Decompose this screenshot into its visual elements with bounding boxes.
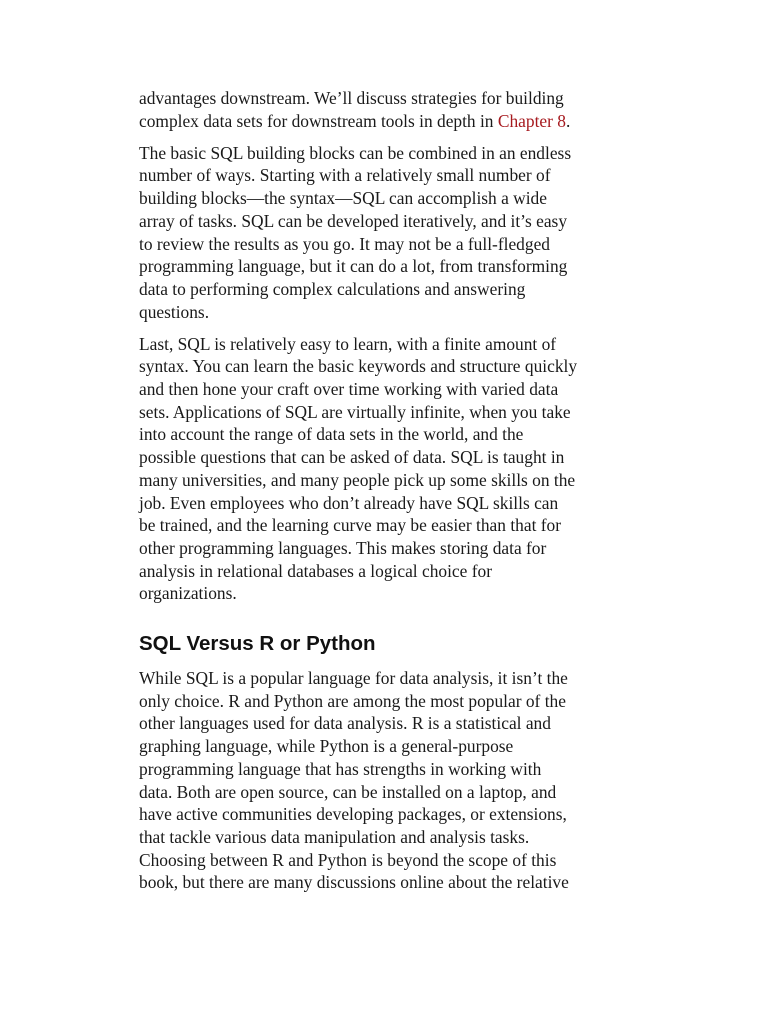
text-line: other languages used for data analysis. R is a statistical and [139,713,551,734]
text-line: book, but there are many discussions online about the relative [139,872,569,893]
text-line: only choice. R and Python are among the most popular of the [139,690,566,711]
text-line: job. Even employees who don’t already have SQL skills can [139,492,559,513]
text-line: While SQL is a popular language for data analysis, it isn’t the [139,668,568,689]
text-span: . [565,110,571,131]
text-line: organizations. [139,583,237,604]
text-line: graphing language, while Python is a general-purpose [139,736,514,757]
text-line: data to performing complex calculations and answering [139,278,526,299]
text-line: analysis in relational databases a logical choice for [139,560,492,581]
document-page [139,87,634,903]
text-line: syntax. You can learn the basic keywords and structure quickly [139,356,578,377]
text-line: array of tasks. SQL can be developed iteratively, and it’s easy [139,210,568,231]
paragraph-3 [139,333,634,605]
text-line: number of ways. Starting with a relatively small number of [139,165,551,186]
text-line: and then hone your craft over time working with varied data [139,379,559,400]
text-line: into account the range of data sets in the world, and the [139,424,524,445]
text-line: be trained, and the learning curve may be easier than that for [139,515,562,536]
text-line: possible questions that can be asked of data. SQL is taught in [139,447,565,468]
text-line: Last, SQL is relatively easy to learn, with a finite amount of [139,333,557,354]
text-line: to review the results as you go. It may not be a full-fledged [139,233,550,254]
text-line [139,110,634,133]
paragraph-4 [139,667,634,894]
paragraph-1 [139,87,634,132]
text-line: building blocks—the syntax—SQL can accomplish a wide [139,188,547,209]
text-line: other programming languages. This makes storing data for [139,537,547,558]
paragraph-2 [139,142,634,324]
text-line: that tackle various data manipulation and analysis tasks. [139,826,530,847]
text-line: programming language that has strengths in working with [139,758,542,779]
text-line: sets. Applications of SQL are virtually infinite, when you take [139,401,571,422]
section-heading: SQL Versus R or Python [139,632,376,656]
text-line: The basic SQL building blocks can be combined in an endless [139,142,572,163]
text-line: programming language, but it can do a lot, from transforming [139,256,568,277]
text-line: questions. [139,301,210,322]
text-line: data. Both are open source, can be installed on a laptop, and [139,781,557,802]
text-line: many universities, and many people pick up some skills on the [139,469,576,490]
text-span: complex data sets for downstream tools in depth in [139,110,498,131]
text-line: have active communities developing packages, or extensions, [139,804,567,825]
chapter-8-link[interactable]: Chapter 8 [497,110,566,131]
text-line: Choosing between R and Python is beyond the scope of this [139,849,557,870]
text-line: advantages downstream. We’ll discuss strategies for building [139,88,564,108]
